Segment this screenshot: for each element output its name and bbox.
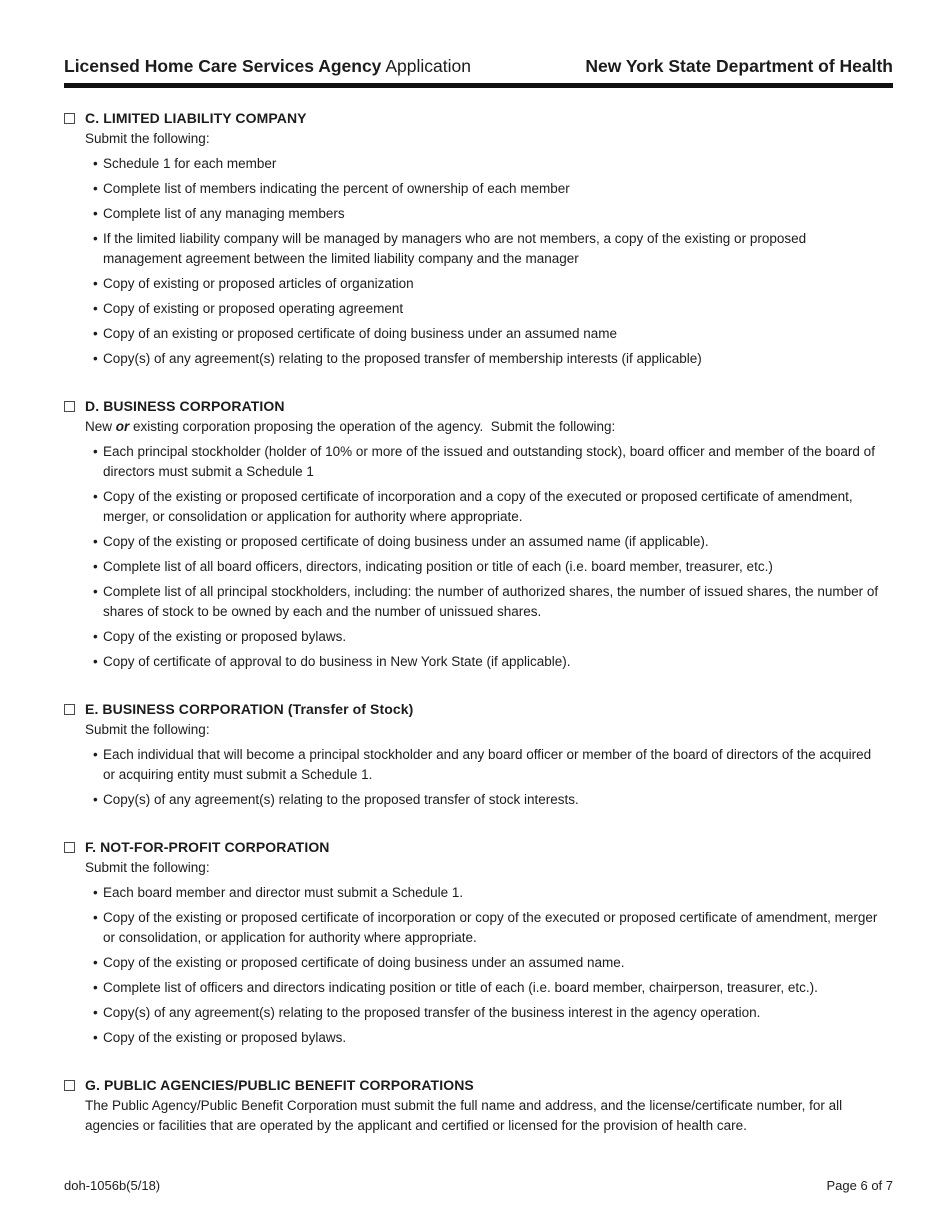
- requirement-item: [93, 745, 883, 785]
- requirement-item: [93, 908, 883, 948]
- requirement-item: [93, 442, 883, 482]
- requirement-item: [93, 274, 883, 294]
- bullet-icon: •: [93, 654, 98, 669]
- checkbox-section-f[interactable]: [64, 842, 75, 853]
- section-f-heading-row: [64, 837, 893, 858]
- section-d-heading: D. BUSINESS CORPORATION: [85, 398, 285, 414]
- requirement-text: Complete list of officers and directors indicating position or title of each (i.e. board member, chairperson, treasurer, etc.).: [103, 980, 818, 995]
- section-f: [64, 837, 893, 1048]
- section-c-heading: C. LIMITED LIABILITY COMPANY: [85, 110, 307, 126]
- section-c: [64, 108, 893, 369]
- bullet-icon: •: [93, 910, 98, 925]
- requirement-text: Schedule 1 for each member: [103, 156, 277, 171]
- bullet-icon: •: [93, 1030, 98, 1045]
- requirement-text: Copy of the existing or proposed certificate of doing business under an assumed name (if applicable).: [103, 534, 709, 549]
- section-g: [64, 1075, 893, 1136]
- section-f-intro: Submit the following:: [85, 860, 210, 875]
- bullet-icon: •: [93, 747, 98, 762]
- requirement-text: Copy of certificate of approval to do business in New York State (if applicable).: [103, 654, 571, 669]
- bullet-icon: •: [93, 885, 98, 900]
- checkbox-section-d[interactable]: [64, 401, 75, 412]
- checkbox-section-c[interactable]: [64, 113, 75, 124]
- requirement-item: [93, 582, 883, 622]
- requirement-item: [93, 953, 883, 973]
- section-f-requirements: [93, 883, 883, 1048]
- section-c-requirements: [93, 154, 883, 369]
- document-title-main: Licensed Home Care Services Agency: [64, 56, 382, 76]
- section-c-heading-row: [64, 108, 893, 129]
- form-sections: [64, 108, 893, 1136]
- requirement-text: Each board member and director must submit a Schedule 1.: [103, 885, 464, 900]
- bullet-icon: •: [93, 955, 98, 970]
- requirement-item: [93, 978, 883, 998]
- requirement-text: Copy of existing or proposed articles of organization: [103, 276, 414, 291]
- page-footer: [64, 1178, 893, 1194]
- requirement-item: [93, 324, 883, 344]
- requirement-item: [93, 1003, 883, 1023]
- requirement-item: [93, 557, 883, 577]
- requirement-text: Copy of the existing or proposed certificate of incorporation or copy of the executed or proposed certificate of amendment, merger or consolidation, or application for authority where appropriate.: [103, 910, 878, 945]
- requirement-item: [93, 532, 883, 552]
- page-header: [64, 56, 893, 88]
- requirement-text: Complete list of all principal stockholders, including: the number of authorized shares, the number of issued shares, the number of shares of stock to be owned by each and the number of unissued shares.: [103, 584, 879, 619]
- document-title: [64, 56, 471, 77]
- section-d: [64, 396, 893, 672]
- bullet-icon: •: [93, 351, 98, 366]
- bullet-icon: •: [93, 156, 98, 171]
- requirement-text: Copy(s) of any agreement(s) relating to the proposed transfer of the business interest in the agency operation.: [103, 1005, 761, 1020]
- requirement-item: [93, 883, 883, 903]
- requirement-text: If the limited liability company will be managed by managers who are not members, a copy of the existing or proposed management agreement between the limited liability company and the manager: [103, 231, 807, 266]
- bullet-icon: •: [93, 231, 98, 246]
- bullet-icon: •: [93, 489, 98, 504]
- requirement-text: Copy of existing or proposed operating agreement: [103, 301, 404, 316]
- section-e-heading: E. BUSINESS CORPORATION (Transfer of Stock): [85, 701, 414, 717]
- requirement-text: Copy of the existing or proposed certificate of incorporation and a copy of the executed or proposed certificate of amendment, merger, or consolidation or application for authority where appropriate.: [103, 489, 853, 524]
- department-title: New York State Department of Health: [585, 56, 893, 76]
- requirement-text: Copy(s) of any agreement(s) relating to the proposed transfer of membership interests (if applicable): [103, 351, 702, 366]
- header-divider: [64, 83, 893, 88]
- requirement-item: [93, 204, 883, 224]
- section-g-heading-row: [64, 1075, 893, 1096]
- requirement-item: [93, 790, 883, 810]
- bullet-icon: •: [93, 980, 98, 995]
- bullet-icon: •: [93, 206, 98, 221]
- bullet-icon: •: [93, 792, 98, 807]
- section-f-heading: F. NOT-FOR-PROFIT CORPORATION: [85, 839, 330, 855]
- checkbox-section-e[interactable]: [64, 704, 75, 715]
- checkbox-section-g[interactable]: [64, 1080, 75, 1091]
- section-d-heading-row: [64, 396, 893, 417]
- requirement-text: Copy of the existing or proposed bylaws.: [103, 1030, 347, 1045]
- bullet-icon: •: [93, 629, 98, 644]
- section-c-intro: Submit the following:: [85, 131, 210, 146]
- requirement-text: Each principal stockholder (holder of 10% or more of the issued and outstanding stock), board officer and member of the board of directors must submit a Schedule 1: [103, 444, 875, 479]
- requirement-item: [93, 154, 883, 174]
- requirement-text: Copy(s) of any agreement(s) relating to the proposed transfer of stock interests.: [103, 792, 579, 807]
- requirement-text: Complete list of any managing members: [103, 206, 345, 221]
- bullet-icon: •: [93, 181, 98, 196]
- bullet-icon: •: [93, 559, 98, 574]
- header-title-row: [64, 56, 893, 77]
- section-e-heading-row: [64, 699, 893, 720]
- bullet-icon: •: [93, 276, 98, 291]
- section-e-intro: Submit the following:: [85, 722, 210, 737]
- requirement-text: Copy of the existing or proposed bylaws.: [103, 629, 347, 644]
- bullet-icon: •: [93, 444, 98, 459]
- requirement-text: Copy of the existing or proposed certificate of doing business under an assumed name.: [103, 955, 625, 970]
- requirement-item: [93, 229, 883, 269]
- section-d-requirements: [93, 442, 883, 672]
- section-g-intro: The Public Agency/Public Benefit Corporation must submit the full name and address, and the license/certificate number, for all agencies or facilities that are operated by the applicant and certified or licensed for the provision of health care.: [85, 1098, 846, 1133]
- requirement-item: [93, 179, 883, 199]
- requirement-item: [93, 1028, 883, 1048]
- section-e-requirements: [93, 745, 883, 810]
- requirement-text: Each individual that will become a principal stockholder and any board officer or member of the board of directors of the acquired or acquiring entity must submit a Schedule 1.: [103, 747, 872, 782]
- requirement-item: [93, 349, 883, 369]
- requirement-item: [93, 299, 883, 319]
- document-title-suffix: Application: [381, 56, 471, 76]
- bullet-icon: •: [93, 301, 98, 316]
- bullet-icon: •: [93, 584, 98, 599]
- section-e: [64, 699, 893, 810]
- section-g-heading: G. PUBLIC AGENCIES/PUBLIC BENEFIT CORPORATIONS: [85, 1077, 474, 1093]
- requirement-item: [93, 627, 883, 647]
- form-number: doh-1056b(5/18): [64, 1178, 161, 1193]
- bullet-icon: •: [93, 326, 98, 341]
- page-number: Page 6 of 7: [826, 1178, 893, 1193]
- requirement-text: Complete list of all board officers, directors, indicating position or title of each (i.e. board member, treasurer, etc.): [103, 559, 773, 574]
- bullet-icon: •: [93, 534, 98, 549]
- requirement-text: Copy of an existing or proposed certificate of doing business under an assumed name: [103, 326, 618, 341]
- bullet-icon: •: [93, 1005, 98, 1020]
- requirement-text: Complete list of members indicating the percent of ownership of each member: [103, 181, 570, 196]
- requirement-item: [93, 652, 883, 672]
- section-d-intro: New or existing corporation proposing the operation of the agency. Submit the following:: [85, 419, 616, 434]
- requirement-item: [93, 487, 883, 527]
